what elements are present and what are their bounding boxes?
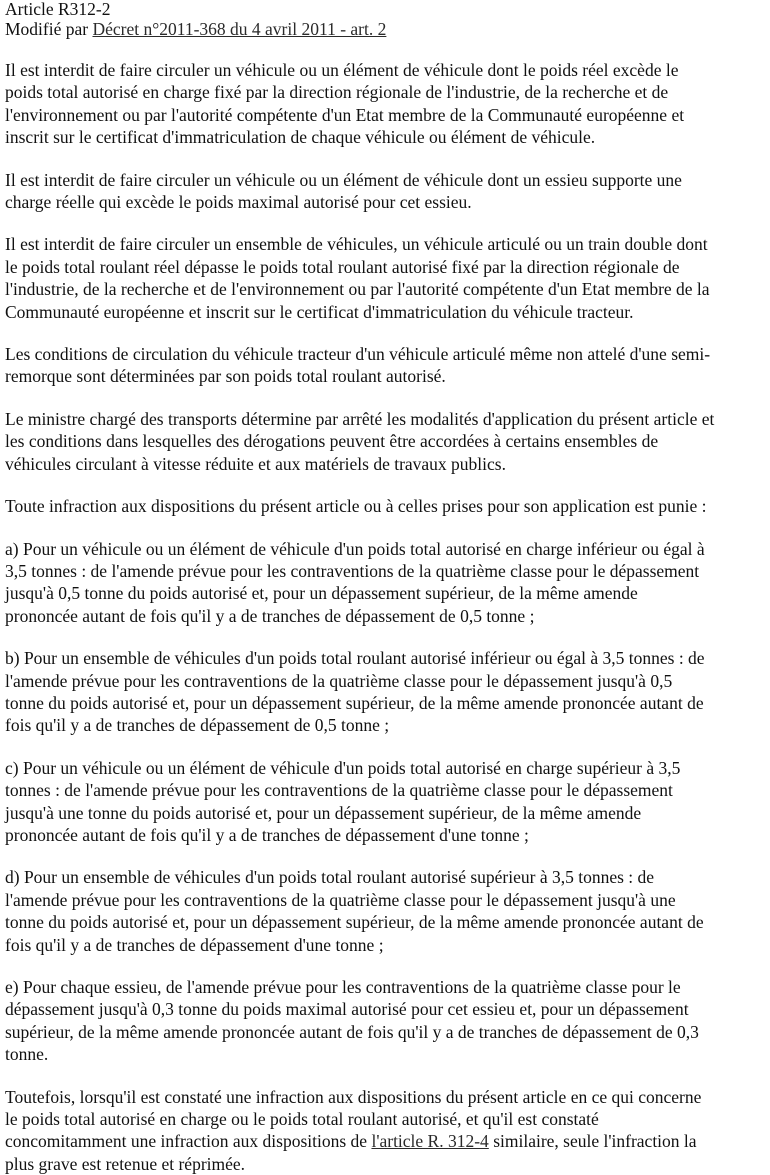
text-line: fois qu'il y a de tranches de dépassement d'une tonne ; — [5, 934, 384, 955]
text-line: a) Pour un véhicule ou un élément de véhicule d'un poids total autorisé en charge inférieur ou égal à — [5, 538, 705, 559]
text-line: l'industrie, de la recherche et de l'environnement ou par l'autorité compétente d'un Etat membre de la — [5, 279, 710, 300]
text-line: le poids total roulant réel dépasse le poids total roulant autorisé fixé par la direction régionale de — [5, 256, 680, 277]
text-line: Les conditions de circulation du véhicule tracteur d'un véhicule articulé même non attelé d'une semi- — [5, 344, 711, 365]
modified-prefix: Modifié par — [5, 19, 93, 39]
text-line: les conditions dans lesquelles des dérogations peuvent être accordées à certains ensembles de — [5, 431, 659, 452]
text-line: supérieur, de la même amende prononcée autant de fois qu'il y a de tranches de dépassement de 0,3 — [5, 1021, 699, 1042]
paragraph-3 — [5, 233, 767, 323]
text-line: tonne. — [5, 1044, 49, 1065]
text-line: tonnes : de l'amende prévue pour les contraventions de la quatrième classe pour le dépassement — [5, 780, 673, 801]
text-line: Il est interdit de faire circuler un véhicule ou un élément de véhicule dont un essieu supporte une — [5, 169, 682, 190]
text-line: remorque sont déterminées par son poids total roulant autorisé. — [5, 366, 446, 387]
paragraph-item-b — [5, 647, 767, 737]
paragraph-4 — [5, 343, 767, 388]
article-body — [5, 59, 767, 1175]
text-line: l'environnement ou par l'autorité compétente d'un Etat membre de la Communauté européenne et — [5, 104, 685, 125]
text-line — [5, 1130, 767, 1152]
text-line: b) Pour un ensemble de véhicules d'un poids total roulant autorisé inférieur ou égal à 3,5 tonnes : de — [5, 648, 705, 669]
text-line: tonne du poids autorisé et, pour un dépassement supérieur, de la même amende prononcée autant de — [5, 692, 704, 713]
text-line: plus grave est retenue et réprimée. — [5, 1153, 246, 1174]
article-header — [5, 0, 767, 39]
text-line: tonne du poids autorisé et, pour un dépassement supérieur, de la même amende prononcée autant de — [5, 912, 704, 933]
text-line: Il est interdit de faire circuler un ensemble de véhicules, un véhicule articulé ou un train double dont — [5, 234, 708, 255]
text-line: jusqu'à une tonne du poids autorisé et, pour un dépassement supérieur, de la même amende — [5, 802, 642, 823]
text-line: le poids total autorisé en charge ou le poids total roulant autorisé, et qu'il est constaté — [5, 1109, 599, 1130]
decree-link[interactable]: Décret n°2011-368 du 4 avril 2011 - art. 2 — [92, 19, 387, 39]
paragraph-6 — [5, 495, 767, 517]
text-line: c) Pour un véhicule ou un élément de véhicule d'un poids total autorisé en charge supérieur à 3,5 — [5, 757, 681, 778]
text-line: Communauté européenne et inscrit sur le certificat d'immatriculation du véhicule tracteur. — [5, 301, 634, 322]
text-line: fois qu'il y a de tranches de dépassement de 0,5 tonne ; — [5, 715, 390, 736]
text-line: Toute infraction aux dispositions du présent article ou à celles prises pour son application est punie : — [5, 496, 707, 517]
paragraph-final — [5, 1086, 767, 1175]
paragraph-item-a — [5, 538, 767, 628]
text-line: véhicules circulant à vitesse réduite et aux matériels de travaux publics. — [5, 453, 506, 474]
text-line: e) Pour chaque essieu, de l'amende prévue pour les contraventions de la quatrième classe pour le — [5, 977, 681, 997]
article-title: Article R312-2 — [5, 0, 111, 19]
paragraph-item-d — [5, 866, 767, 956]
line-suffix: similaire, seule l'infraction la — [488, 1131, 697, 1152]
text-line: l'amende prévue pour les contraventions de la quatrième classe pour le dépassement jusqu'à une — [5, 889, 676, 910]
document-page — [5, 0, 767, 1175]
text-line: d) Pour un ensemble de véhicules d'un poids total roulant autorisé supérieur à 3,5 tonnes : de — [5, 867, 655, 888]
text-line: poids total autorisé en charge fixé par la direction régionale de l'industrie, de la recherche et de — [5, 82, 669, 103]
text-line: prononcée autant de fois qu'il y a de tranches de dépassement de 0,5 tonne ; — [5, 605, 535, 626]
text-line: 3,5 tonnes : de l'amende prévue pour les contraventions de la quatrième classe pour le dépassement — [5, 560, 700, 581]
text-line: prononcée autant de fois qu'il y a de tranches de dépassement d'une tonne ; — [5, 824, 529, 845]
paragraph-2 — [5, 169, 767, 214]
text-line: jusqu'à 0,5 tonne du poids autorisé et, pour un dépassement supérieur, de la même amende — [5, 583, 638, 604]
article-r312-4-link[interactable]: l'article R. 312-4 — [371, 1131, 489, 1152]
text-line: charge réelle qui excède le poids maximal autorisé pour cet essieu. — [5, 192, 472, 213]
text-line: Il est interdit de faire circuler un véhicule ou un élément de véhicule dont le poids réel excède le — [5, 60, 679, 80]
paragraph-5 — [5, 408, 767, 475]
text-line: Toutefois, lorsqu'il est constaté une infraction aux dispositions du présent article en ce qui concerne — [5, 1086, 702, 1107]
text-line: dépassement jusqu'à 0,3 tonne du poids maximal autorisé pour cet essieu et, pour un dépassement — [5, 999, 689, 1020]
text-line: inscrit sur le certificat d'immatriculation de chaque véhicule ou élément de véhicule. — [5, 127, 596, 148]
text-line: Le ministre chargé des transports détermine par arrêté les modalités d'application du présent article et — [5, 408, 715, 429]
text-line: l'amende prévue pour les contraventions de la quatrième classe pour le dépassement jusqu'à 0,5 — [5, 670, 673, 691]
paragraph-item-c — [5, 757, 767, 847]
modification-line — [5, 19, 767, 39]
line-prefix: concomitamment une infraction aux dispositions de — [5, 1131, 372, 1152]
paragraph-1 — [5, 59, 767, 149]
paragraph-item-e — [5, 976, 767, 1066]
